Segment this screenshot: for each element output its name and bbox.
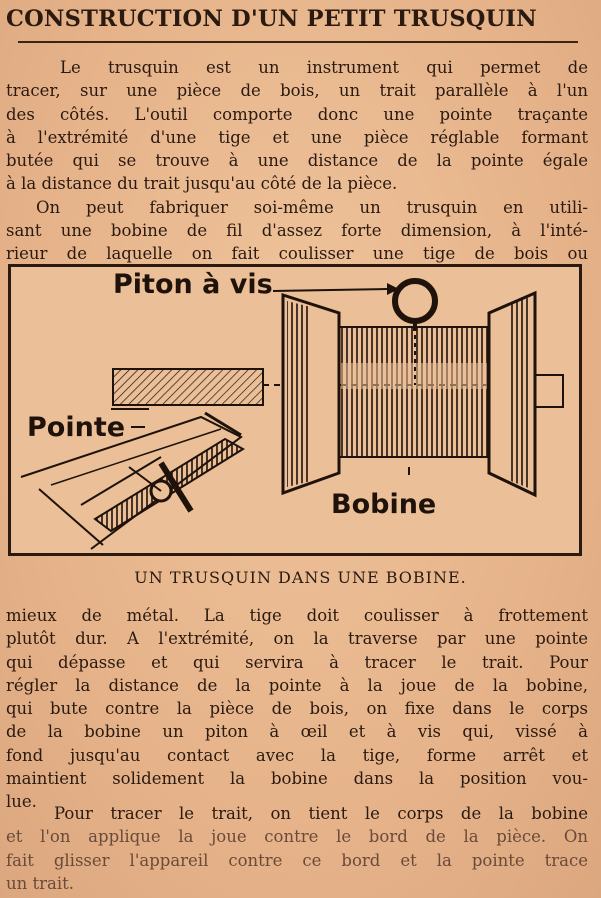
illustration-trusquin	[8, 264, 582, 556]
text-line: mieux de métal. La tige doit coulisser à frottement	[6, 606, 588, 625]
bobbin-right-cheek	[489, 293, 535, 495]
title-rule	[18, 41, 578, 43]
text-line: à l'extrémité d'une tige et une pièce réglable formant	[6, 127, 588, 147]
text-line: lue.	[6, 792, 37, 812]
text-line: régler la distance de la pointe à la joue de la bobine,	[6, 675, 588, 695]
paragraph-method	[6, 604, 588, 814]
text-line: qui dépasse et qui servira à tracer le trait. Pour	[6, 652, 588, 672]
text-line: fond jusqu'au contact avec la tige, forme arrêt et	[6, 745, 588, 765]
text-line: qui bute contre la pièce de bois, on fixe dans le corps	[6, 699, 588, 719]
text-line: des côtés. L'outil comporte donc une pointe traçante	[6, 104, 588, 124]
text-line: à la distance du trait jusqu'au côté de la pièce.	[6, 174, 398, 194]
text-line: On peut fabriquer soi-même un trusquin en utili-	[36, 197, 588, 217]
text-line: fait glisser l'appareil contre ce bord et la pointe trace	[6, 850, 588, 870]
paragraph-intro	[6, 56, 588, 266]
paragraph-usage	[6, 802, 588, 895]
text-line: et l'on applique la joue contre le bord de la pièce. On	[6, 827, 588, 847]
label-piton-a-vis: Piton à vis	[113, 269, 273, 300]
text-line: tracer, sur une pièce de bois, un trait parallèle à l'un	[6, 81, 588, 101]
arrow-piton	[273, 289, 387, 291]
text-line: rieur de laquelle on fait coulisser une tige de bois ou	[6, 244, 588, 264]
label-bobine: Bobine	[331, 489, 437, 520]
text-line: butée qui se trouve à une distance de la pointe égale	[6, 151, 588, 171]
text-line: un trait.	[6, 873, 75, 893]
text-line: maintient solidement la bobine dans la position vou-	[6, 769, 588, 789]
article-title: CONSTRUCTION D'UN PETIT TRUSQUIN	[6, 6, 537, 32]
bobbin-drawing	[11, 267, 579, 553]
eye-screw	[395, 281, 435, 331]
text-line: de la bobine un piton à œil et à vis qui, vissé à	[6, 722, 588, 742]
bobbin-body	[339, 327, 489, 457]
text-line: sant une bobine de fil d'assez forte dimension, à l'inté-	[6, 221, 588, 241]
bobbin-left-cheek	[283, 295, 339, 493]
text-line: Pour tracer le trait, on tient le corps de la bobine	[54, 804, 588, 823]
text-line: Le trusquin est un instrument qui permet de	[60, 58, 588, 77]
figure-caption: UN TRUSQUIN DANS UNE BOBINE.	[134, 568, 467, 587]
label-pointe: Pointe	[27, 412, 126, 443]
text-line: plutôt dur. A l'extrémité, on la traverse par une pointe	[6, 629, 588, 649]
